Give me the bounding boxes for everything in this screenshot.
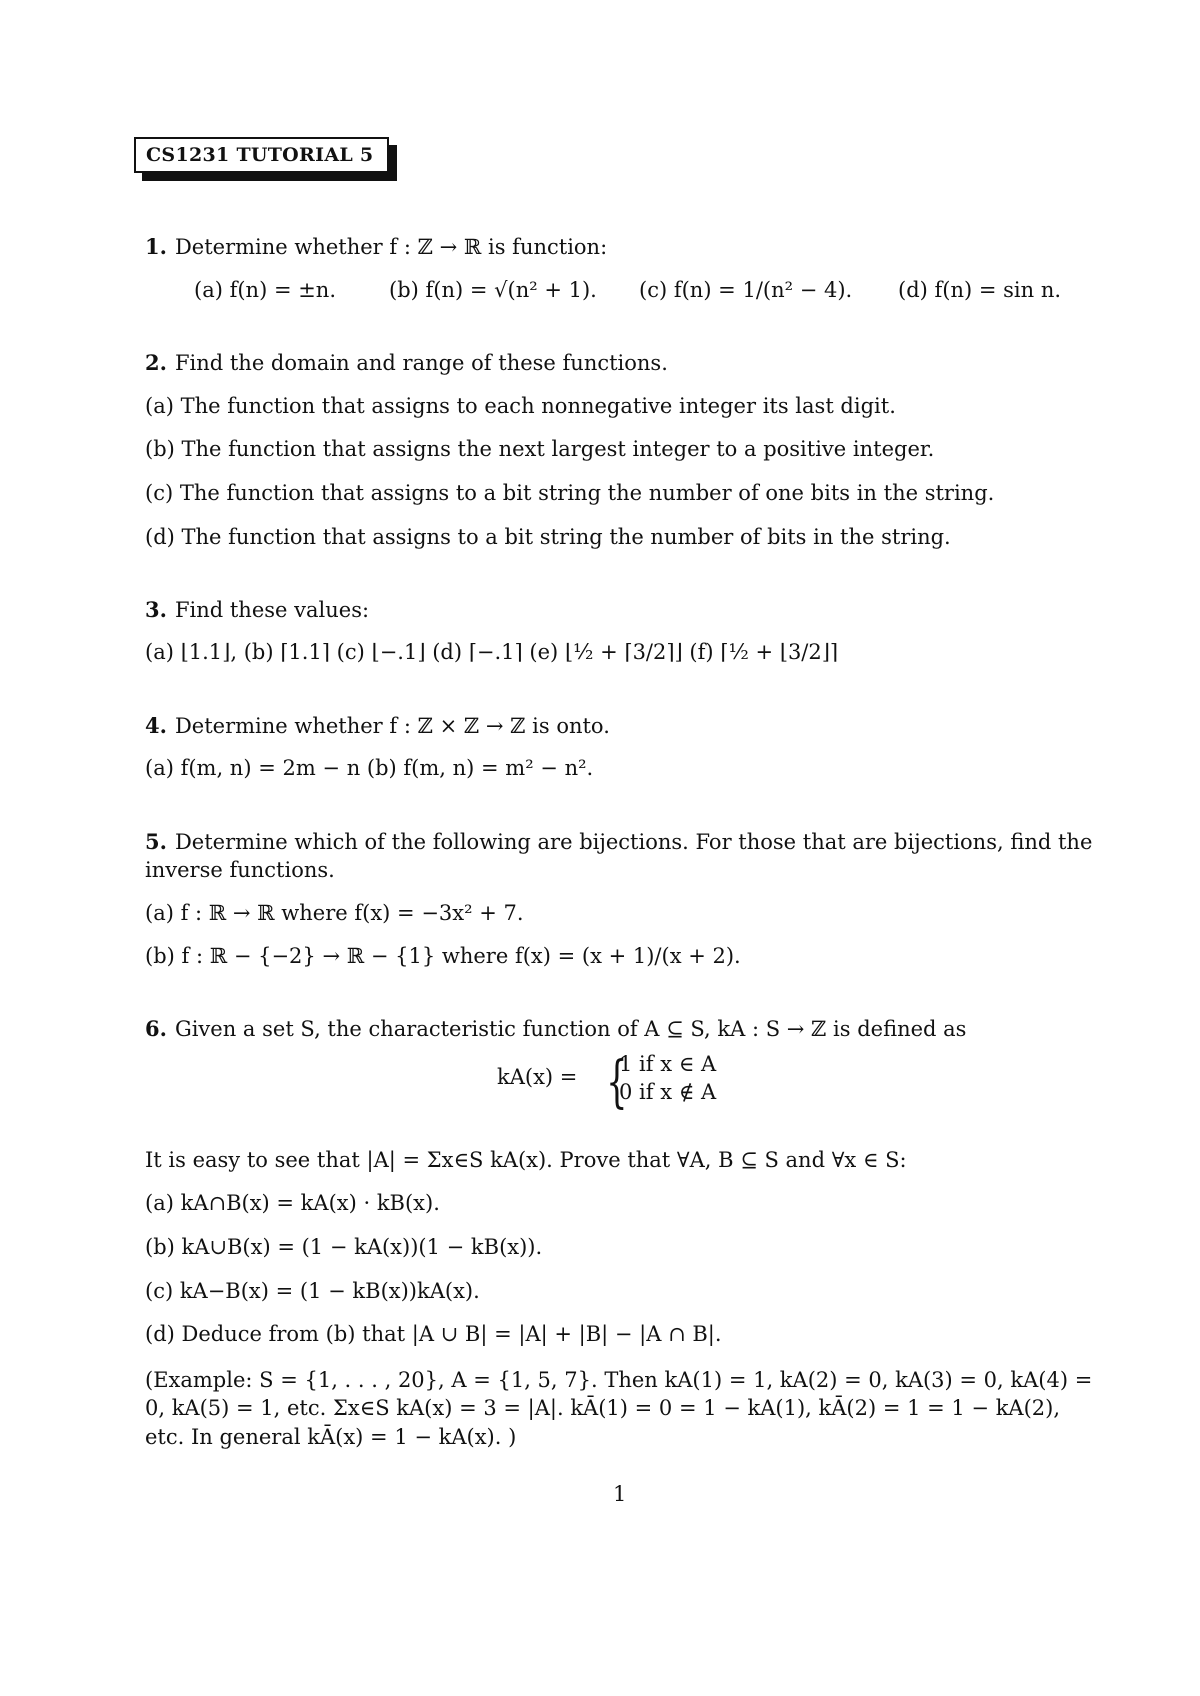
case-row-2: 0 if x ∉ A (619, 1080, 717, 1104)
q1-part-a: (a) f(n) = ±n. (194, 278, 337, 302)
q3-parts: (a) ⌊1.1⌋, (b) ⌈1.1⌉ (c) ⌊−.1⌋ (d) ⌈−.1⌉ (e) ⌊½ + ⌈3/2⌉⌋ (f) ⌈½ + ⌊3/2⌋⌉ (145, 640, 839, 664)
q2-text: Find the domain and range of these functions. (174, 351, 668, 375)
q6-part-d: (d) Deduce from (b) that |A ∪ B| = |A| + |B| − |A ∩ B|. (145, 1322, 722, 1346)
q4-text: Determine whether f : ℤ × ℤ → ℤ is onto. (174, 714, 610, 738)
q6-part-a: (a) kA∩B(x) = kA(x) · kB(x). (145, 1191, 440, 1215)
q3-text: Find these values: (174, 598, 370, 622)
q4-number: 4. (145, 713, 167, 738)
q1-part-c: (c) f(n) = 1/(n² − 4). (639, 278, 853, 302)
q6-easy-to-see: It is easy to see that |A| = Σx∈S kA(x). Prove that ∀A, B ⊆ S and ∀x ∈ S: (145, 1148, 907, 1172)
q6-text: Given a set S, the characteristic function of A ⊆ S, kA : S → ℤ is defined as (174, 1017, 967, 1041)
q4-parts: (a) f(m, n) = 2m − n (b) f(m, n) = m² − n². (145, 756, 594, 780)
q5-text: Determine which of the following are bijections. For those that are bijections, find the inverse functions. (145, 830, 1093, 883)
q2-number: 2. (145, 350, 167, 375)
q1-number: 1. (145, 234, 167, 259)
q1-statement (145, 234, 607, 260)
q5-statement (145, 828, 1095, 885)
q2-part-a: (a) The function that assigns to each nonnegative integer its last digit. (145, 394, 896, 418)
case-lhs: kA(x) = (497, 1065, 578, 1089)
q4-statement (145, 713, 610, 739)
q5-number: 5. (145, 829, 167, 854)
q1-part-d: (d) f(n) = sin n. (898, 278, 1062, 302)
characteristic-function-definition (497, 1050, 717, 1115)
q3-number: 3. (145, 597, 167, 622)
left-brace-symbol: { (606, 1050, 628, 1115)
q6-number: 6. (145, 1016, 167, 1041)
q6-part-c: (c) kA−B(x) = (1 − kB(x))kA(x). (145, 1279, 480, 1303)
q6-statement (145, 1016, 966, 1042)
q2-statement (145, 350, 668, 376)
q5-part-a: (a) f : ℝ → ℝ where f(x) = −3x² + 7. (145, 901, 524, 925)
page-number: 1 (613, 1482, 627, 1506)
q1-text: Determine whether f : ℤ → ℝ is function: (174, 235, 608, 259)
q6-part-b: (b) kA∪B(x) = (1 − kA(x))(1 − kB(x)). (145, 1235, 543, 1259)
tutorial-title: CS1231 TUTORIAL 5 (134, 137, 389, 173)
q2-part-d: (d) The function that assigns to a bit string the number of bits in the string. (145, 525, 951, 549)
q2-part-c: (c) The function that assigns to a bit string the number of one bits in the string. (145, 481, 995, 505)
q5-part-b: (b) f : ℝ − {−2} → ℝ − {1} where f(x) = (x + 1)/(x + 2). (145, 944, 741, 968)
q3-statement (145, 597, 369, 623)
q2-part-b: (b) The function that assigns the next largest integer to a positive integer. (145, 437, 935, 461)
q1-part-b: (b) f(n) = √(n² + 1). (389, 278, 597, 302)
case-row-1: 1 if x ∈ A (619, 1052, 717, 1076)
q6-example: (Example: S = {1, . . . , 20}, A = {1, 5, 7}. Then kA(1) = 1, kA(2) = 0, kA(3) = 0, kA(4) = 0, kA(5) = 1, etc. Σx∈S kA(x) = 3 = |A|. kĀ(1) = 0 = 1 − kA(1), kĀ(2) = 1 = 1 − kA(2), etc. In general kĀ(x) = 1 − kA(x). ) (145, 1368, 1093, 1449)
